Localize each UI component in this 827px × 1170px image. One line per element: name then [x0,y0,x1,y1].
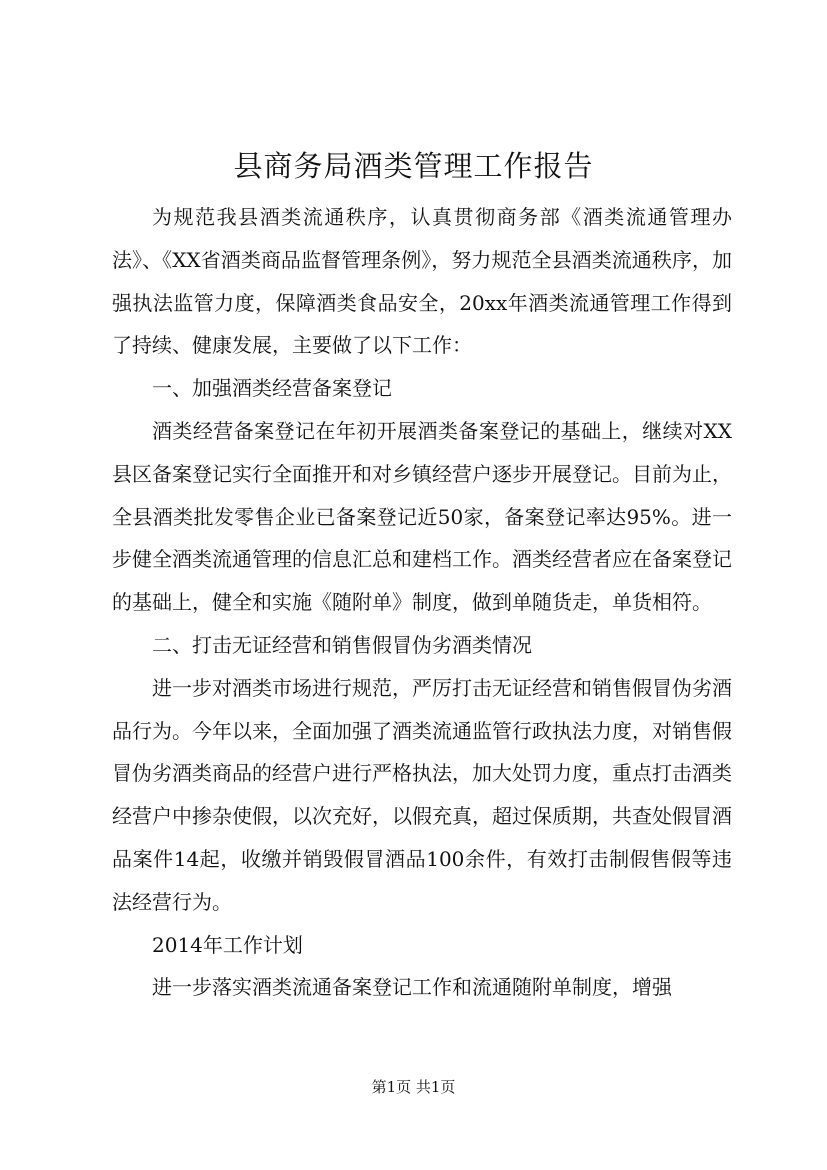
page-footer: 第1页 共1页 [371,1078,456,1096]
section-heading-1: 一、加强酒类经营备案登记 [152,376,392,401]
paragraph-section-1: 酒类经营备案登记在年初开展酒类备案登记的基础上，继续对XX县区备案登记实行全面推开和对乡镇经营户逐步开展登记。目前为止，全县酒类批发零售企业已备案登记近50家，备案登记率达95%。进一步健全酒类流通管理的信息汇总和建档工作。酒类经营者应在备案登记的基础上，健全和实施《随附单》制度，做到单随货走，单货相符。 [112,418,732,615]
paragraph-intro: 为规范我县酒类流通秩序，认真贯彻商务部《酒类流通管理办法》、《XX省酒类商品监督管理条例》，努力规范全县酒类流通秩序，加强执法监管力度，保障酒类食品安全，20xx年酒类流通管理工作得到了持续、健康发展，主要做了以下工作： [112,205,732,358]
section-heading-2: 二、打击无证经营和销售假冒伪劣酒类情况 [152,632,532,657]
paragraph-section-2: 进一步对酒类市场进行规范，严厉打击无证经营和销售假冒伪劣酒品行为。今年以来，全面加强了酒类流通监管行政执法力度，对销售假冒伪劣酒类商品的经营户进行严格执法，加大处罚力度，重点打击酒类经营户中掺杂使假，以次充好，以假充真，超过保质期，共查处假冒酒品案件14起，收缴并销毁假冒酒品100余件，有效打击制假售假等违法经营行为。 [112,675,732,914]
document-body [112,196,732,1009]
section-heading-plan: 2014年工作计划 [152,932,303,957]
document-title: 县商务局酒类管理工作报告 [233,149,594,183]
paragraph-plan: 进一步落实酒类流通备案登记工作和流通随附单制度，增强 [152,975,672,1000]
